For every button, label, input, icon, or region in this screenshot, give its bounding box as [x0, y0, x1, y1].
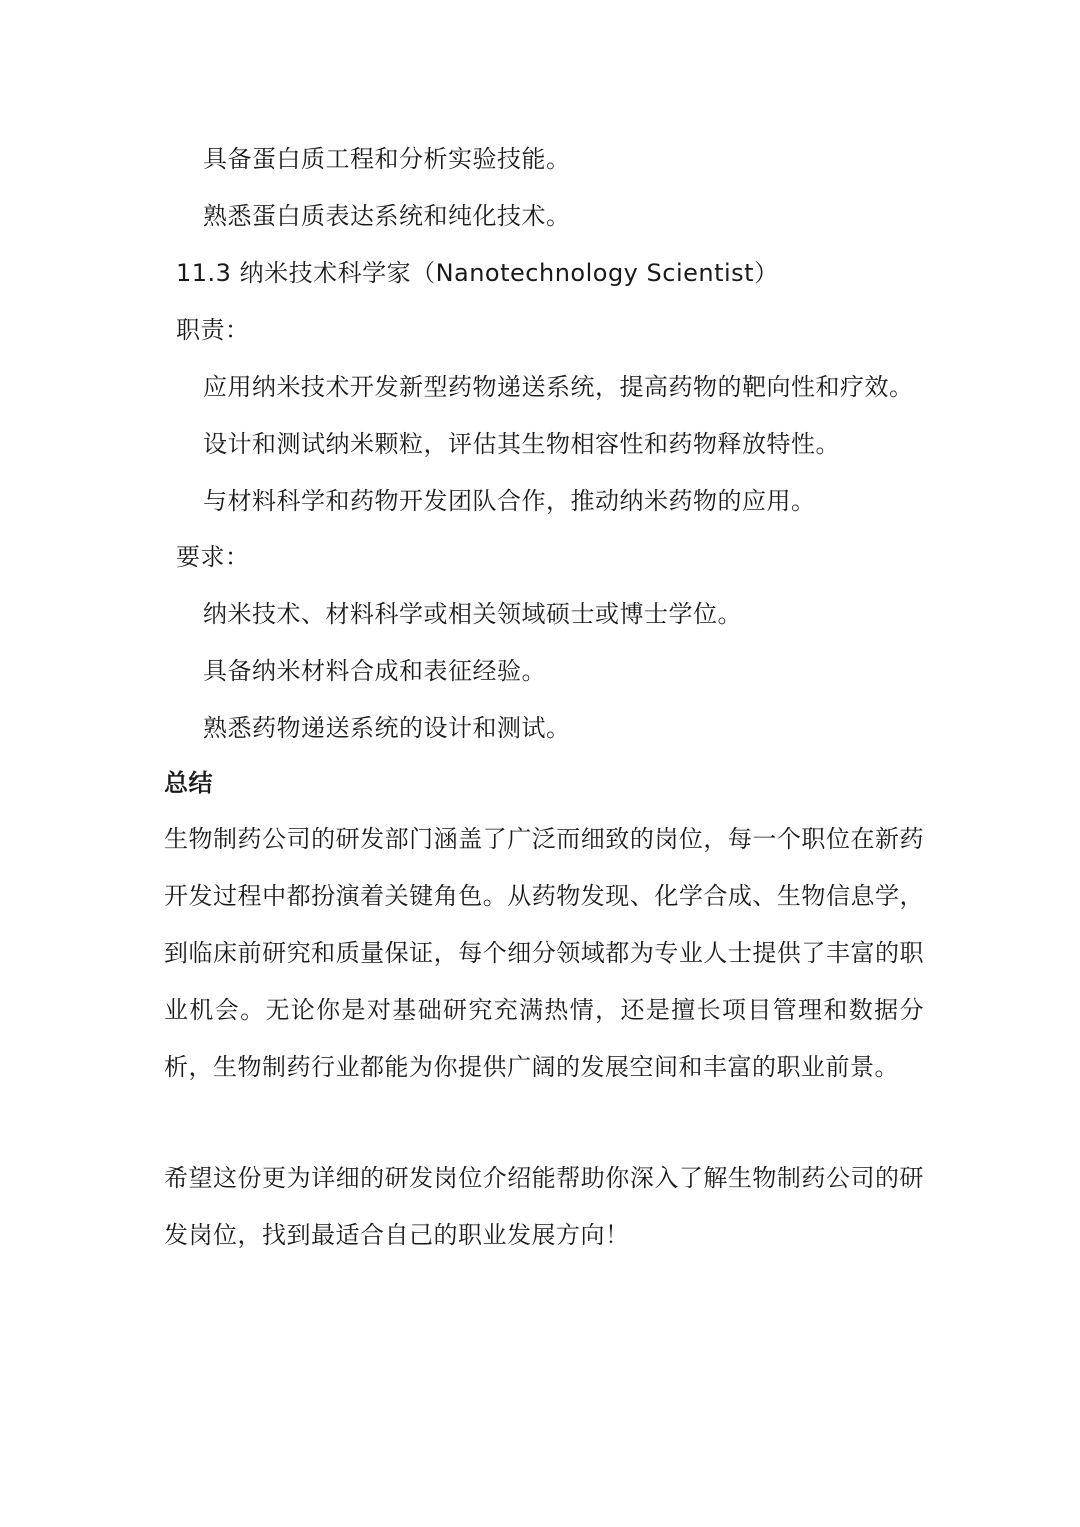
summary-paragraph: 生物制药公司的研发部门涵盖了广泛而细致的岗位，每一个职位在新药开发过程中都扮演着关键角色。从药物发现、化学合成、生物信息学，到临床前研究和质量保证，每个细分领域都为专业人士提供了丰富的职业机会。无论你是对基础研究充满热情，还是擅长项目管理和数据分析，生物制药行业都能为你提供广阔的发展空间和丰富的职业前景。	[164, 825, 924, 1081]
requirement-item: 熟悉蛋白质表达系统和纯化技术。	[203, 202, 571, 230]
requirement-item: 具备蛋白质工程和分析实验技能。	[203, 145, 571, 173]
requirements-label: 要求：	[176, 543, 250, 571]
duties-label: 职责：	[176, 316, 250, 344]
requirement-item: 具备纳米材料合成和表征经验。	[203, 657, 546, 685]
closing-paragraph: 希望这份更为详细的研发岗位介绍能帮助你深入了解生物制药公司的研发岗位，找到最适合自己的职业发展方向！	[164, 1164, 924, 1249]
section-title: 11.3 纳米技术科学家（Nanotechnology Scientist）	[176, 259, 779, 287]
duty-item: 应用纳米技术开发新型药物递送系统，提高药物的靶向性和疗效。	[203, 373, 914, 401]
duty-item: 设计和测试纳米颗粒，评估其生物相容性和药物释放特性。	[203, 430, 840, 458]
summary-heading: 总结	[164, 769, 213, 797]
requirement-item: 纳米技术、材料科学或相关领域硕士或博士学位。	[203, 600, 742, 628]
duty-item: 与材料科学和药物开发团队合作，推动纳米药物的应用。	[203, 487, 816, 515]
requirement-item: 熟悉药物递送系统的设计和测试。	[203, 714, 571, 742]
